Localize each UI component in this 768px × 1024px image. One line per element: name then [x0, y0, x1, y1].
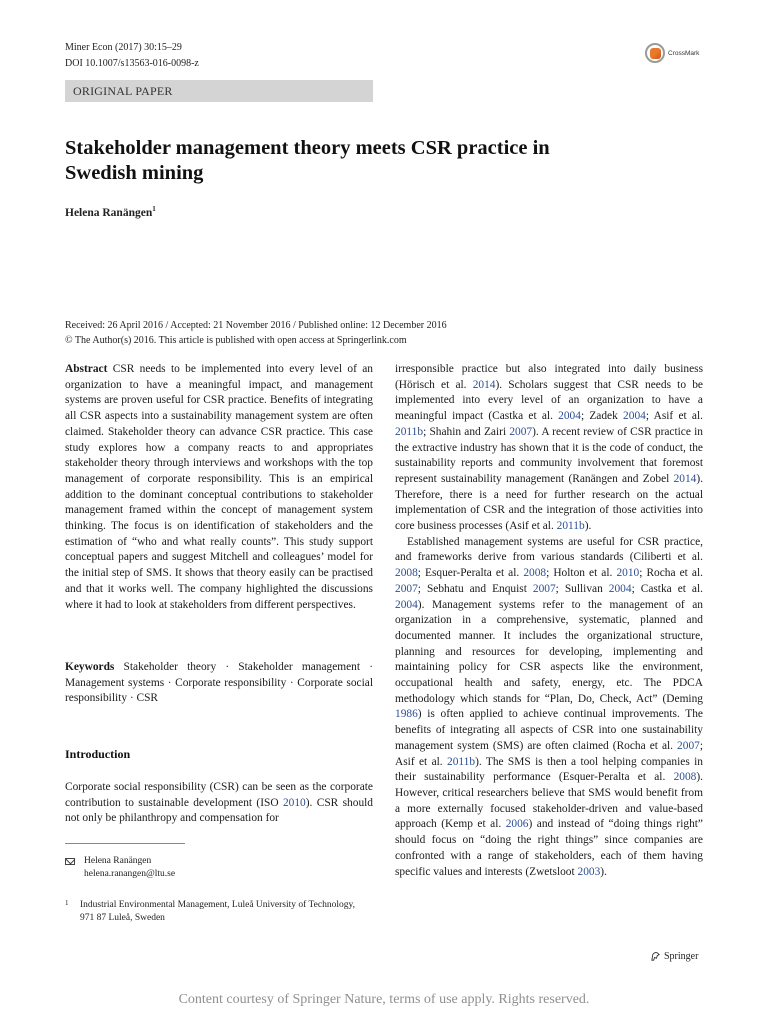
paragraph-text: irresponsible practice but also integrated into daily business (Hörisch et al. — [395, 363, 703, 391]
right-paragraph-1 — [395, 362, 703, 535]
doi-line[interactable]: DOI 10.1007/s13563-016-0098-z — [65, 58, 199, 69]
paragraph-text: ; Castka et al. — [631, 582, 703, 595]
paragraph-text: ) is often applied to achieve continual improvements. The benefits of integrating all aspects of CSR into one sustainability management system (SMS) are often claimed (Rocha et al. — [395, 708, 703, 752]
courtesy-notice: Content courtesy of Springer Nature, terms of use apply. Rights reserved. — [178, 992, 590, 1007]
citation-link[interactable]: 2010 — [616, 567, 640, 580]
citation-link[interactable]: 2010 — [282, 796, 306, 809]
paragraph-text: ; Rocha et al. — [639, 567, 703, 580]
author-line — [65, 205, 156, 219]
abstract-label: Abstract — [65, 363, 108, 375]
paragraph-text: ; Holton et al. — [546, 567, 617, 580]
paragraph-text: ; Zadek — [580, 410, 624, 423]
contact-name: Helena Ranängen — [84, 856, 152, 866]
corresponding-author — [65, 855, 175, 881]
paragraph-text: ). — [584, 520, 592, 533]
keywords-label: Keywords — [65, 661, 115, 673]
author-name[interactable]: Helena Ranängen — [65, 206, 153, 219]
citation-link[interactable]: 2011b — [556, 520, 585, 533]
citation-link[interactable]: 2011b — [447, 755, 476, 768]
citation-link[interactable]: 2004 — [558, 410, 581, 423]
citation-link[interactable]: 2008 — [395, 567, 418, 580]
author-affiliation-mark: 1 — [152, 205, 156, 213]
right-paragraph-2 — [395, 535, 703, 880]
intro-text-a: Corporate social responsibility (CSR) can be seen as the corporate contribution to sustainable development (ISO — [65, 781, 373, 809]
paragraph-text: ; Sebhatu and Enquist — [417, 582, 533, 595]
affiliation-text: Industrial Environmental Management, Luleå University of Technology, 971 87 Luleå, Sweden — [79, 900, 355, 923]
paragraph-text: ). A recent review of CSR practice in the extractive industry has shown that it is the code of conduct, the sustainability reports and community involvement that foremost represent sustainability management (Ranängen and Zobel — [395, 425, 704, 485]
copyright-line: © The Author(s) 2016. This article is published with open access at Springerlink.com — [65, 334, 407, 346]
introduction-text — [65, 780, 373, 827]
paragraph-text: Established management systems are useful for CSR practice, and frameworks derive from various standards (Ciliberti et al. — [395, 535, 703, 564]
journal-citation — [65, 40, 199, 72]
paragraph-text: ; Esquer-Peralta et al. — [417, 567, 524, 580]
paragraph-text: ). The SMS is then a tool helping companies in their sustainability performance (Esquer-Peralta et al. — [395, 755, 703, 784]
paragraph-text: ; Asif et al. — [395, 739, 703, 768]
citation-link[interactable]: 2006 — [505, 818, 529, 831]
citation-link[interactable]: 2007 — [677, 739, 700, 752]
citation-link[interactable]: 2003 — [577, 865, 601, 878]
intro-text-b: ). CSR should not only be philanthropy and compensation for — [65, 796, 374, 825]
citation-link[interactable]: 2007 — [395, 582, 418, 595]
introduction-heading: Introduction — [65, 747, 131, 761]
crossmark-badge[interactable] — [645, 43, 699, 63]
article-title: Stakeholder management theory meets CSR practice in Swedish mining — [65, 137, 550, 184]
citation-link[interactable]: 2014 — [673, 472, 697, 485]
paragraph-text: ; Sullivan — [555, 582, 609, 595]
paragraph-text: ). Scholars suggest that CSR needs to be implemented into every level of an organization to have a meaningful impact (Castka et al. — [395, 378, 703, 423]
right-column — [395, 362, 703, 880]
contact-email[interactable]: helena.ranangen@ltu.se — [84, 869, 176, 879]
paragraph-text: ). Management systems refer to the management of an organization in a comprehensive, systematic, planned and documented manner. It includes the organizational structure, planning and resources for developing, implementing and maintaining policy for CSR aspects like the environment, occupational health and safety, energy, etc. The PDCA methodology which stands for “Plan, Do, Check, Act” (Deming — [395, 598, 703, 705]
footnote-divider — [65, 843, 185, 844]
springer-logo — [650, 951, 698, 962]
abstract-text: CSR needs to be implemented into every level of an organization to have a meaningful impact, and management systems are proven useful for CSR practice. Benefits of integrating all CSR aspects into a sustainability management system are often claimed. Stakeholder theory can advance CSR practice. This case study explores how a company reacts to and appropriates stakeholder theory through interviews and workshops with the top management of corporate responsibility. This is an empirical addition to the dominant conceptual contributions to stakeholder management framed within the concept of management system thinking. The focus is on identification of stakeholders and the estimation of “who and what really counts”. This study support conceptual papers and suggest Mitchell and colleagues’ model for the initial step of SMS. It shows that theory easily can be practised and that it works well. The company highlighted the discussions where it had to look at stakeholders from different perspectives. — [65, 363, 373, 611]
citation-link[interactable]: 2014 — [472, 378, 496, 391]
paragraph-text: ; Shahin and Zairi — [423, 425, 510, 438]
publication-dates — [65, 319, 715, 348]
citation-link[interactable]: 2004 — [623, 410, 646, 423]
keywords-text: Stakeholder theory · Stakeholder management · Management systems · Corporate responsibility · Corporate social responsibility · CSR — [65, 661, 373, 705]
affiliation-footnote — [65, 899, 365, 925]
keywords — [65, 660, 373, 707]
envelope-icon — [65, 858, 75, 865]
dates-line: Received: 26 April 2016 / Accepted: 21 November 2016 / Published online: 12 December 2016 — [65, 320, 447, 331]
abstract — [65, 362, 373, 613]
citation-link[interactable]: 2011b — [395, 425, 424, 438]
paragraph-text: ) and instead of “doing things right” should focus on “doing the right things” since companies are confronted with a range of stakeholders, each of them having specific values and interests (Zwetsloot — [395, 818, 703, 878]
crossmark-icon — [645, 43, 665, 63]
citation-link[interactable]: 1986 — [395, 708, 418, 721]
affiliation-number: 1 — [65, 899, 69, 907]
paragraph-text: ). Therefore, there is a need for further research on the actual implementation of CSR and the integration of those activities into core business processes (Asif et al. — [395, 472, 703, 533]
citation-link[interactable]: 2004 — [608, 582, 632, 595]
citation-link[interactable]: 2007 — [532, 582, 556, 595]
springer-horse-icon — [650, 951, 661, 962]
citation-link[interactable]: 2008 — [673, 771, 697, 784]
citation-link[interactable]: 2008 — [523, 567, 547, 580]
journal-line: Miner Econ (2017) 30:15–29 — [65, 42, 182, 53]
paragraph-text: ). — [600, 865, 607, 878]
citation-link[interactable]: 2004 — [395, 598, 418, 611]
paper-type-banner: ORIGINAL PAPER — [65, 80, 373, 102]
paragraph-text: ). However, critical researchers believe that SMS would benefit from a more externally focused stakeholder-driven and value-based approach (Kemp et al. — [395, 771, 703, 831]
crossmark-label: CrossMark — [668, 49, 700, 57]
springer-label: Springer — [664, 951, 699, 962]
citation-link[interactable]: 2007 — [509, 425, 533, 438]
paragraph-text: ; Asif et al. — [645, 410, 703, 423]
